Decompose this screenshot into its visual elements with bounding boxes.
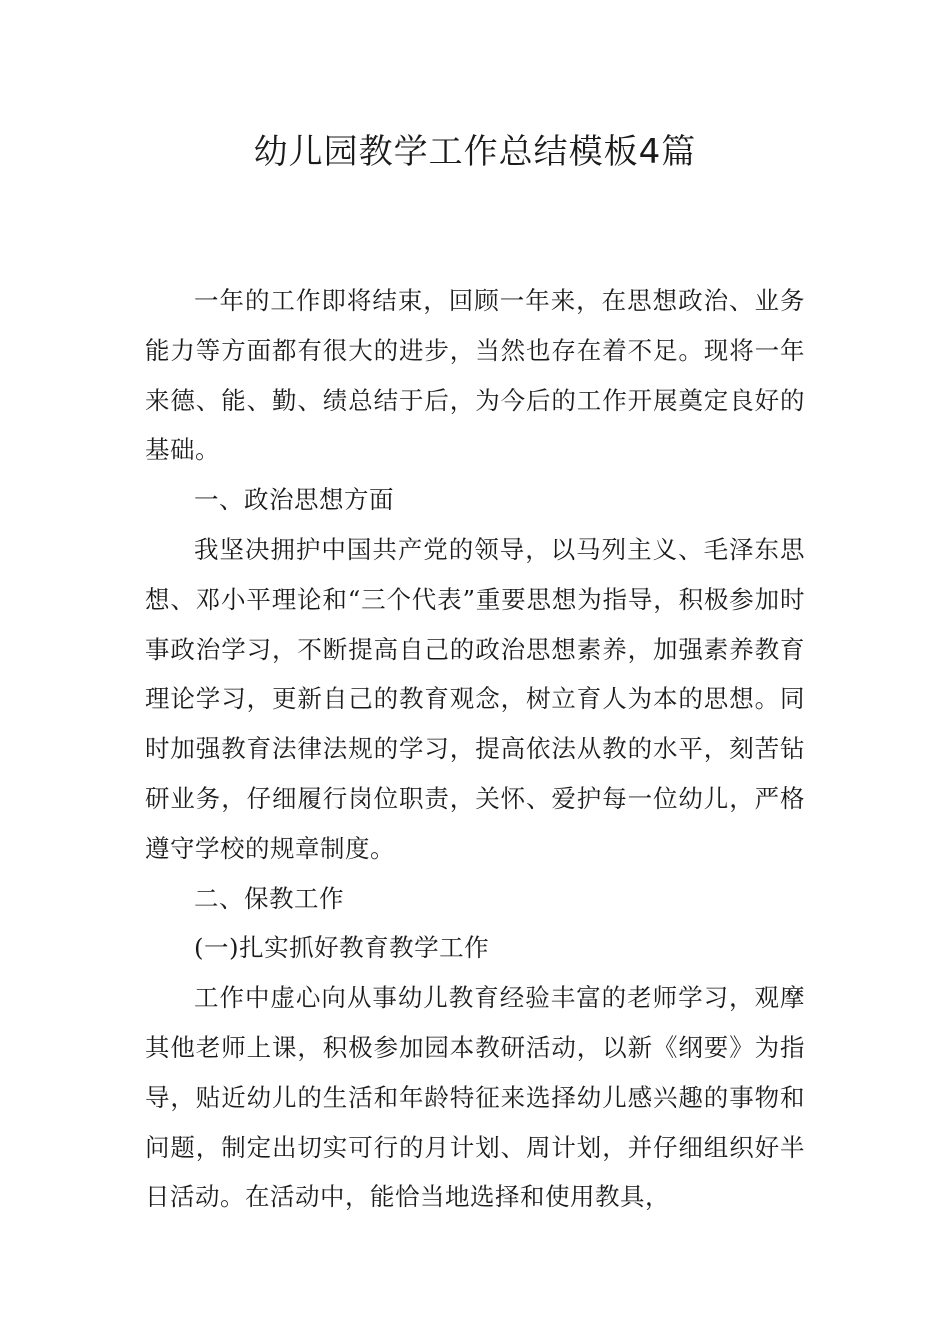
subsection-heading-teaching: (一)扎实抓好教育教学工作 bbox=[194, 933, 490, 963]
section-heading-politics: 一、政治思想方面 bbox=[194, 485, 394, 515]
page-title: 幼儿园教学工作总结模板4篇 bbox=[253, 132, 697, 172]
document-body bbox=[145, 276, 805, 1222]
section-heading-care-education: 二、保教工作 bbox=[194, 883, 344, 913]
politics-paragraph: 我坚决拥护中国共产党的领导，以马列主义、毛泽东思想、邓小平理论和“三个代表”重要思想为指导，积极参加时事政治学习，不断提高自己的政治思想素养，加强素养教育理论学习，更新自己的教育观念，树立育人为本的思想。同时加强教育法律法规的学习，提高依法从教的水平，刻苦钻研业务，仔细履行岗位职责，关怀、爱护每一位幼儿，严格遵守学校的规章制度。 bbox=[145, 534, 805, 863]
teaching-paragraph: 工作中虚心向从事幼儿教育经验丰富的老师学习，观摩其他老师上课，积极参加园本教研活动，以新《纲要》为指导，贴近幼儿的生活和年龄特征来选择幼儿感兴趣的事物和问题，制定出切实可行的月计划、周计划，并仔细组织好半日活动。在活动中，能恰当地选择和使用教具， bbox=[145, 983, 805, 1212]
intro-paragraph: 一年的工作即将结束，回顾一年来，在思想政治、业务能力等方面都有很大的进步，当然也存在着不足。现将一年来德、能、勤、绩总结于后，为今后的工作开展奠定良好的基础。 bbox=[145, 286, 805, 465]
